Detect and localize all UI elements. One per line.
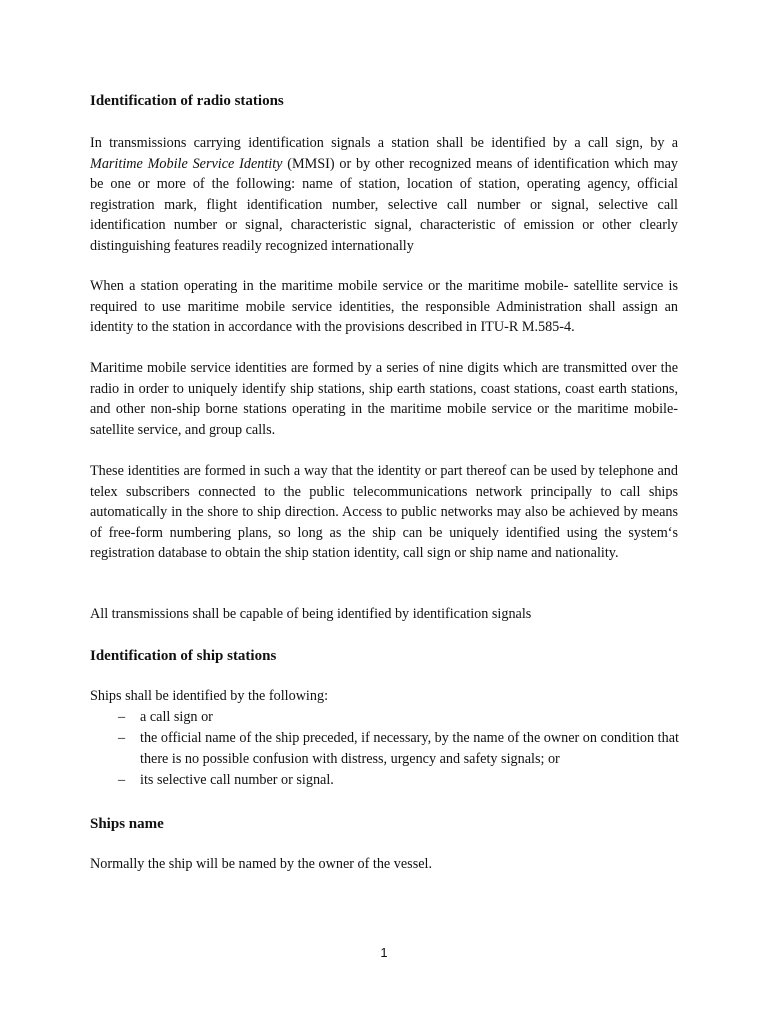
- mmsi-term: Maritime Mobile Service Identity: [90, 155, 283, 172]
- paragraph-nine-digits: Maritime mobile service identities are formed by a series of nine digits which are transmitted over the radio in order to uniquely identify ship stations, ship earth stations, coast stations, coast earth stations, and other non-ship borne stations operating in the maritime mobile service or the maritime mobile-satellite service, and group calls.: [90, 360, 678, 438]
- paragraph-all-transmissions: All transmissions shall be capable of being identified by identification signals: [90, 606, 532, 622]
- heading-ships-name: Ships name: [90, 816, 164, 832]
- identification-list: [90, 707, 680, 791]
- paragraph-ships-identified: Ships shall be identified by the following:: [90, 688, 329, 704]
- dash-bullet: –: [118, 709, 126, 725]
- paragraph-text: In transmissions carrying identification signals a station shall be identified by a call sign, by a: [90, 135, 678, 151]
- dash-bullet: –: [118, 730, 126, 746]
- list-item-text: the official name of the ship preceded, if necessary, by the name of the owner on condition that there is no possible confusion with distress, urgency and safety signals; or: [140, 730, 679, 767]
- list-item-text: its selective call number or signal.: [140, 772, 334, 788]
- paragraph-call-sign: [90, 133, 678, 257]
- paragraph-named-by-owner: Normally the ship will be named by the owner of the vessel.: [90, 856, 432, 872]
- heading-ship-stations: Identification of ship stations: [90, 648, 277, 664]
- heading-radio-stations: Identification of radio stations: [90, 93, 284, 109]
- paragraph-telephone-telex: These identities are formed in such a way that the identity or part thereof can be used by telephone and telex subscribers connected to the public telecommunications network principally to call ships automatically in the shore to ship direction. Access to public networks may also be achieved by means of free-form numbering plans, so long as the ship can be uniquely identified using the system‘s registration database to obtain the ship station identity, call sign or ship name and nationality.: [90, 463, 678, 562]
- list-item: [90, 707, 680, 728]
- list-item-text: a call sign or: [140, 709, 213, 725]
- page-number: 1: [380, 945, 388, 960]
- paragraph-text: (MMSI) or by other recognized means of identification which may be one or more of the following: name of station, location of station, operating agency, official registration mark, flight identification number, selective call number or signal, selective call identification number or signal, characteristic signal, characteristic of emission or other clearly distinguishing features readily recognized internationally: [90, 155, 678, 254]
- list-item: [90, 770, 680, 791]
- paragraph-administration: When a station operating in the maritime mobile service or the maritime mobile- satellite service is required to use maritime mobile service identities, the responsible Administration shall assign an identity to the station in accordance with the provisions described in ITU-R M.585-4.: [90, 278, 678, 336]
- list-item: [90, 728, 680, 770]
- dash-bullet: –: [118, 772, 126, 788]
